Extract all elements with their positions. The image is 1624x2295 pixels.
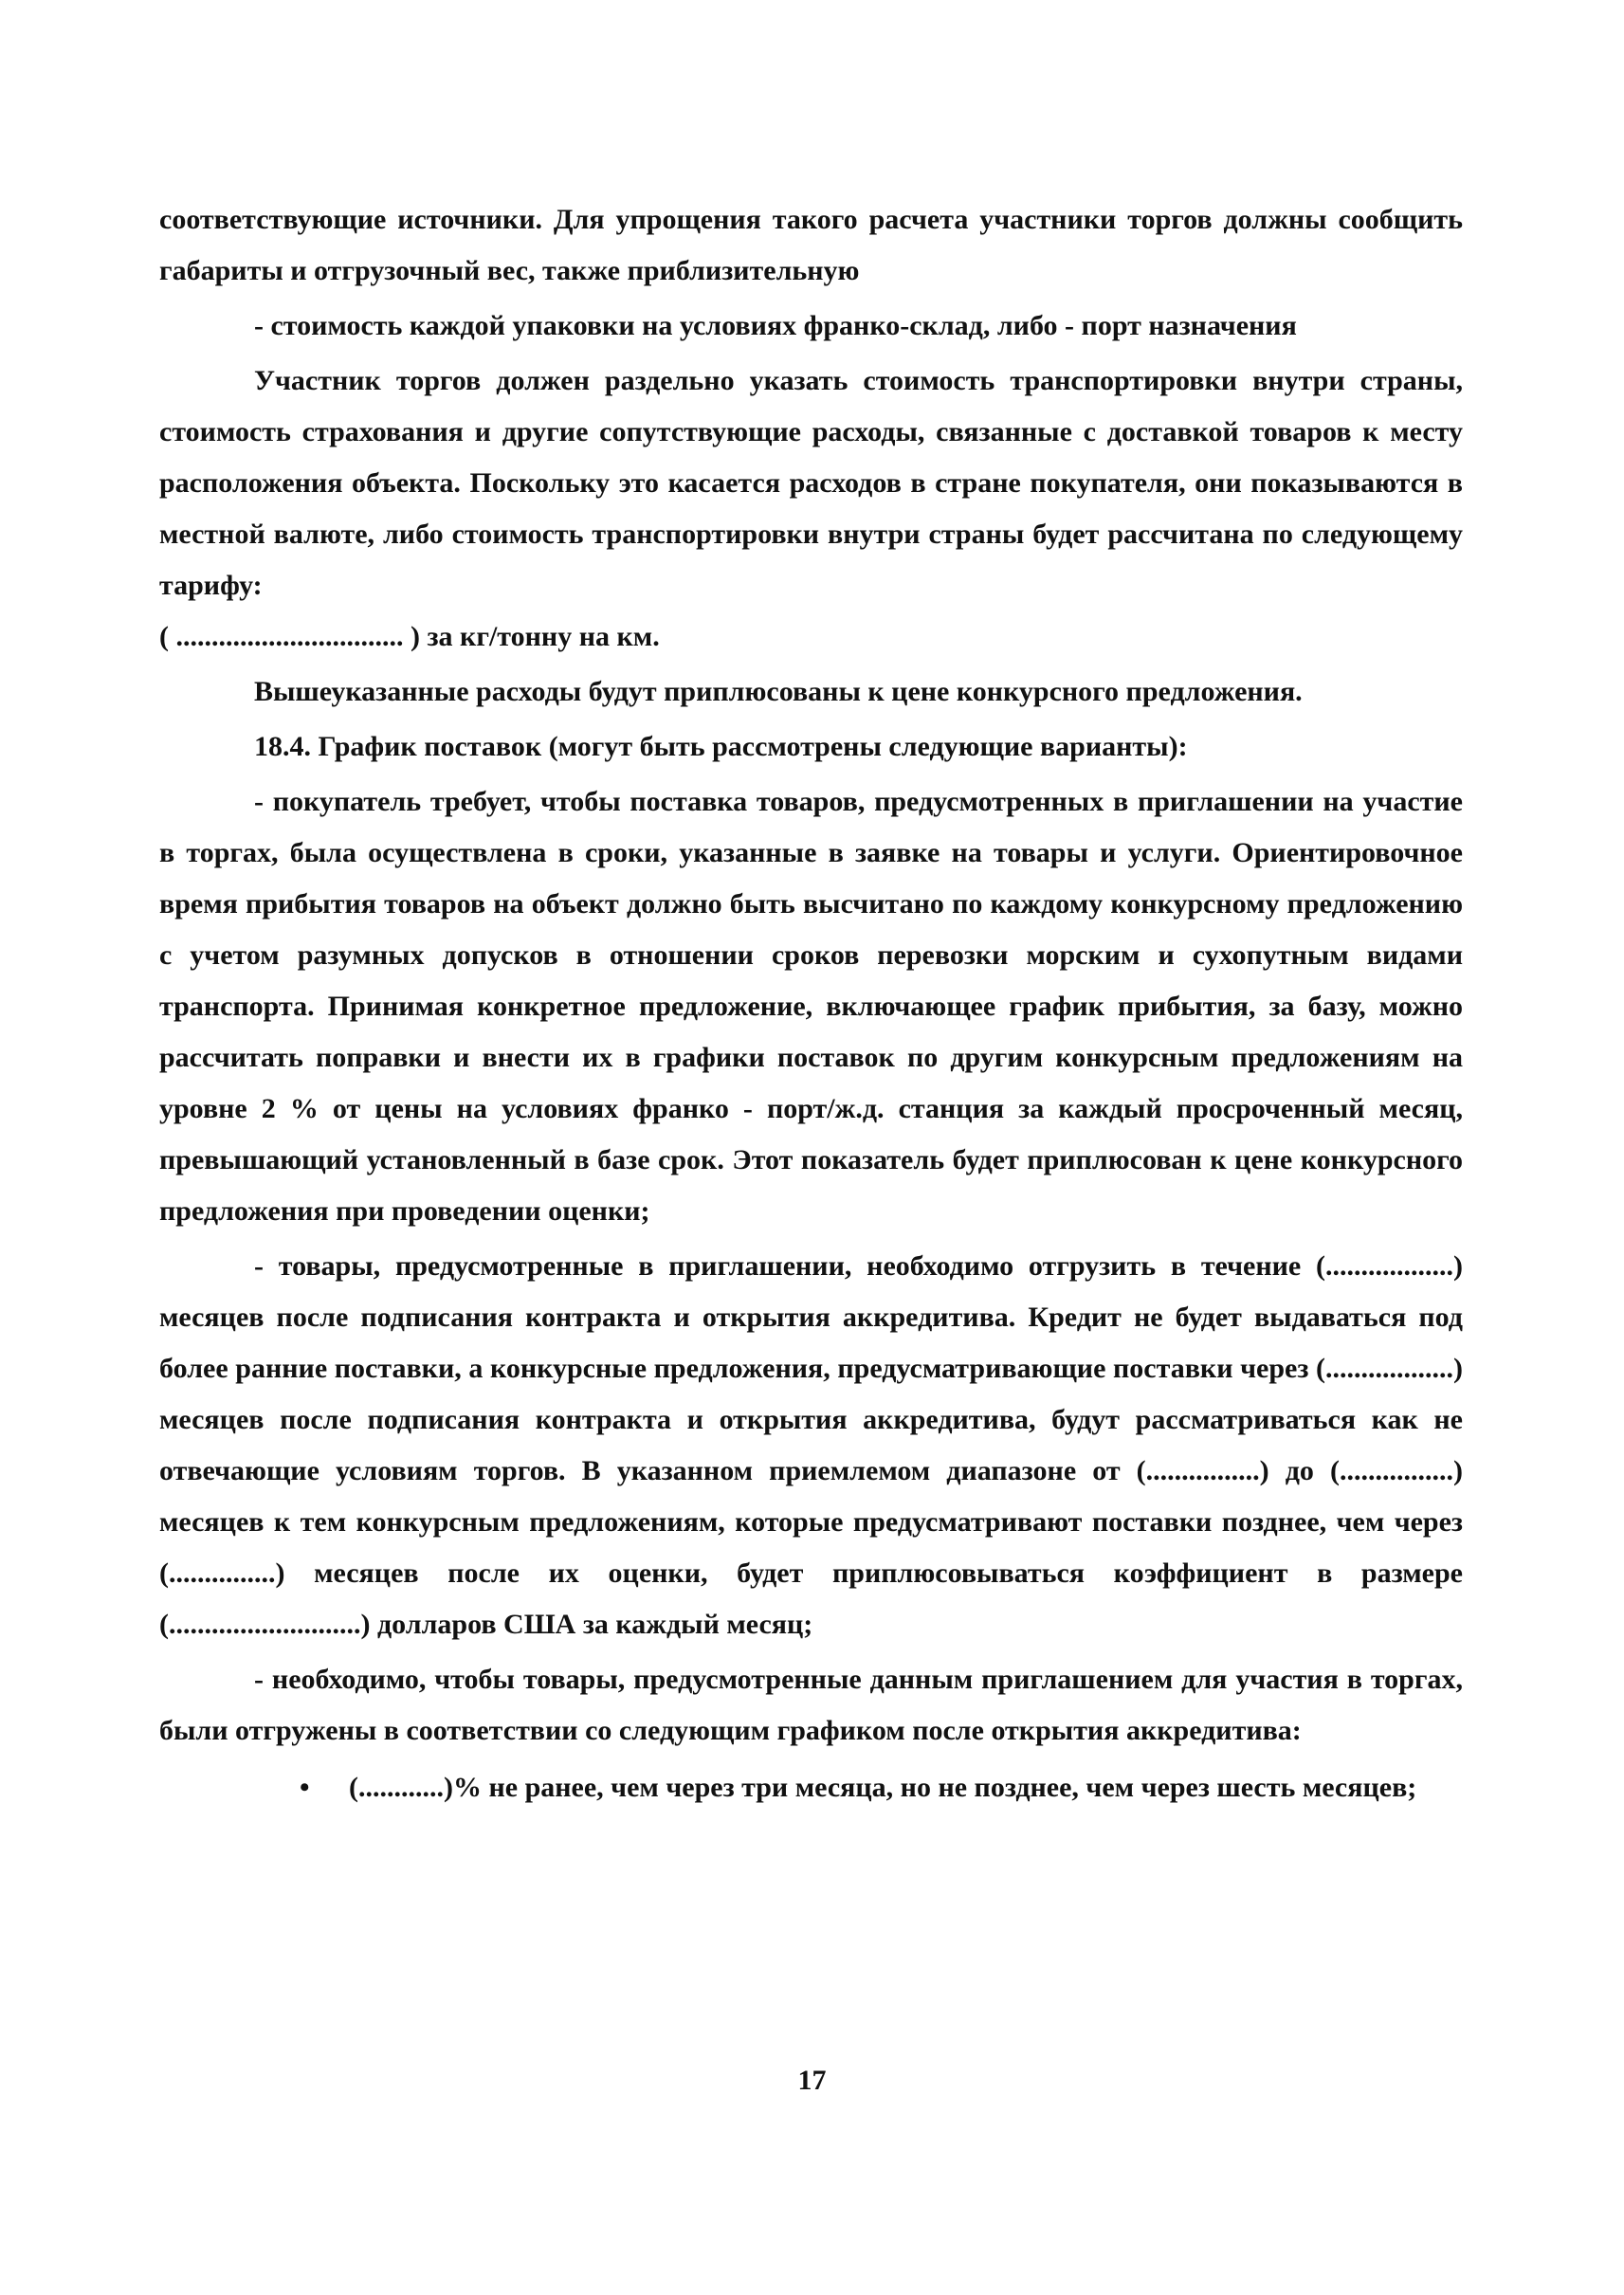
list-item: [159, 1762, 1463, 1813]
paragraph-buyer-requirement: - покупатель требует, чтобы поставка товаров, предусмотренных в приглашении на участие в торгах, была осуществлена в сроки, указанные в заявке на товары и услуги. Ориентировочное время прибытия товаров на объект должно быть высчитано по каждому конкурсному предложению с учетом разумных допусков в отношении сроков перевозки морским и сухопутным видами транспорта. Принимая конкретное предложение, включающее график прибытия, за базу, можно рассчитать поправки и внести их в графики поставок по другим конкурсным предложениям на уровне 2 % от цены на условиях франко - порт/ж.д. станция за каждый просроченный месяц, превышающий установленный в базе срок. Этот показатель будет приплюсован к цене конкурсного предложения при проведении оценки;: [159, 786, 1463, 1227]
paragraph-package-cost: - стоимость каждой упаковки на условиях франко-склад, либо - порт назначения: [254, 310, 1297, 341]
paragraph-shipment-schedule: - необходимо, чтобы товары, предусмотренные данным приглашением для участия в торгах, были отгружены в соответствии со следующим графиком после открытия аккредитива:: [159, 1664, 1463, 1746]
document-page: [159, 194, 1463, 1813]
paragraph-added-costs: Вышеуказанные расходы будут приплюсованы к цене конкурсного предложения.: [254, 676, 1303, 707]
section-heading-delivery-schedule: 18.4. График поставок (могут быть рассмотрены следующие варианты):: [254, 731, 1188, 762]
paragraph-shipment-period: - товары, предусмотренные в приглашении, необходимо отгрузить в течение (..................) месяцев после подписания контракта и открытия аккредитива. Кредит не будет выдаваться под более ранние поставки, а конкурсные предложения, предусматривающие поставки через (..................) месяцев после подписания контракта и открытия аккредитива, будут рассматриваться как не отвечающие условиям торгов. В указанном приемлемом диапазоне от (................) до (................) месяцев к тем конкурсным предложениям, которые предусматривают поставки позднее, чем через (...............) месяцев после их оценки, будет приплюсовываться коэффициент в размере (...........................) долларов США за каждый месяц;: [159, 1250, 1463, 1640]
page-number: 17: [797, 2065, 827, 2096]
bullet-icon: •: [300, 1772, 310, 1803]
paragraph-transport-cost: Участник торгов должен раздельно указать стоимость транспортировки внутри страны, стоимость страхования и другие сопутствующие расходы, связанные с доставкой товаров к месту расположения объекта. Поскольку это касается расходов в стране покупателя, они показываются в местной валюте, либо стоимость транспортировки внутри страны будет рассчитана по следующему тарифу:: [159, 365, 1463, 601]
list-item-text: (............)% не ранее, чем через три месяца, но не позднее, чем через шесть месяцев;: [349, 1772, 1417, 1803]
paragraph-sources: соответствующие источники. Для упрощения такого расчета участники торгов должны сообщить габариты и отгрузочный вес, также приблизительную: [159, 204, 1463, 286]
paragraph-tariff: ( ................................ ) за кг/тонну на км.: [159, 621, 660, 652]
